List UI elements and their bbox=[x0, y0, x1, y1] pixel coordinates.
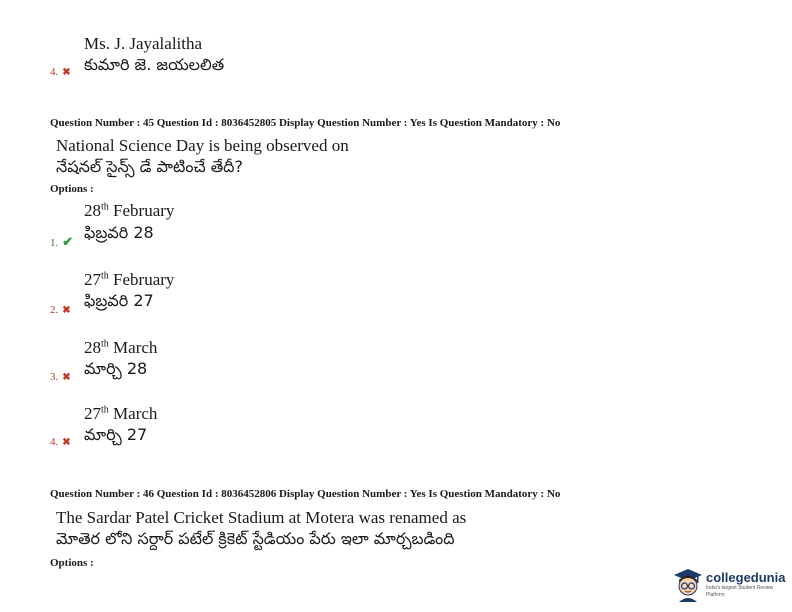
option-number-label: 4. bbox=[50, 436, 59, 448]
option-number-label: 4. bbox=[50, 66, 59, 78]
option-month: March bbox=[113, 404, 158, 423]
option-month: March bbox=[113, 338, 158, 357]
wrong-cross-icon: ✖ bbox=[62, 67, 71, 78]
option-number-label: 2. bbox=[50, 304, 59, 316]
option-day: 27 bbox=[84, 404, 101, 423]
ordinal-suffix: th bbox=[101, 404, 109, 416]
wrong-cross-icon: ✖ bbox=[62, 437, 71, 448]
correct-check-icon: ✔ bbox=[62, 234, 74, 249]
q45-option-2-telugu: ఫిబ్రవరి 27 bbox=[84, 291, 154, 310]
q45-option-1-english bbox=[84, 201, 174, 221]
logo-tagline: India's largest Student Review Platform bbox=[706, 585, 774, 598]
prev-option-4-english: Ms. J. Jayalalitha bbox=[84, 34, 203, 53]
collegedunia-logo bbox=[673, 566, 787, 604]
prev-option-4-number bbox=[50, 66, 71, 78]
option-day: 28 bbox=[84, 201, 101, 220]
q45-option-1-number bbox=[50, 234, 73, 250]
ordinal-suffix: th bbox=[101, 201, 109, 213]
option-day: 28 bbox=[84, 338, 101, 357]
q45-option-1-telugu: ఫిబ్రవరి 28 bbox=[84, 223, 154, 242]
q45-option-2-number bbox=[50, 304, 71, 316]
q45-option-4-number bbox=[50, 436, 71, 448]
q45-option-2-english bbox=[84, 270, 174, 290]
question-45-meta: Question Number : 45 Question Id : 8036452805 Display Question Number : Yes Is Question Mandatory : No bbox=[50, 117, 561, 129]
q45-option-3-telugu: మార్చి 28 bbox=[84, 359, 148, 378]
question-45-options-label: Options : bbox=[50, 183, 94, 195]
logo-name: collegedunia bbox=[706, 570, 786, 585]
wrong-cross-icon: ✖ bbox=[62, 372, 71, 383]
question-45-text-english: National Science Day is being observed on bbox=[56, 136, 349, 155]
prev-option-4-telugu: కుమారి జె. జయలలిత bbox=[84, 55, 225, 74]
question-46-options-label: Options : bbox=[50, 557, 94, 569]
wrong-cross-icon: ✖ bbox=[62, 305, 71, 316]
q45-option-3-number bbox=[50, 371, 71, 383]
question-46-text-english: The Sardar Patel Cricket Stadium at Motera was renamed as bbox=[56, 508, 467, 527]
option-number-label: 3. bbox=[50, 371, 59, 383]
ordinal-suffix: th bbox=[101, 338, 109, 350]
option-month: February bbox=[113, 201, 175, 220]
question-46-text-telugu: మోతెర లోని సర్దార్ పటేల్ క్రికెట్ స్టేడియం పేరు ఇలా మార్చబడింది bbox=[56, 529, 455, 548]
option-month: February bbox=[113, 270, 175, 289]
q45-option-4-english bbox=[84, 404, 157, 424]
q45-option-3-english bbox=[84, 338, 157, 358]
question-45-text-telugu: నేషనల్ సైన్స్ డే పాటించే తేదీ? bbox=[56, 157, 243, 176]
ordinal-suffix: th bbox=[101, 270, 109, 282]
student-avatar-icon bbox=[673, 568, 703, 602]
q45-option-4-telugu: మార్చి 27 bbox=[84, 425, 148, 444]
option-number-label: 1. bbox=[50, 237, 59, 249]
question-46-meta: Question Number : 46 Question Id : 8036452806 Display Question Number : Yes Is Question Mandatory : No bbox=[50, 488, 561, 500]
option-day: 27 bbox=[84, 270, 101, 289]
